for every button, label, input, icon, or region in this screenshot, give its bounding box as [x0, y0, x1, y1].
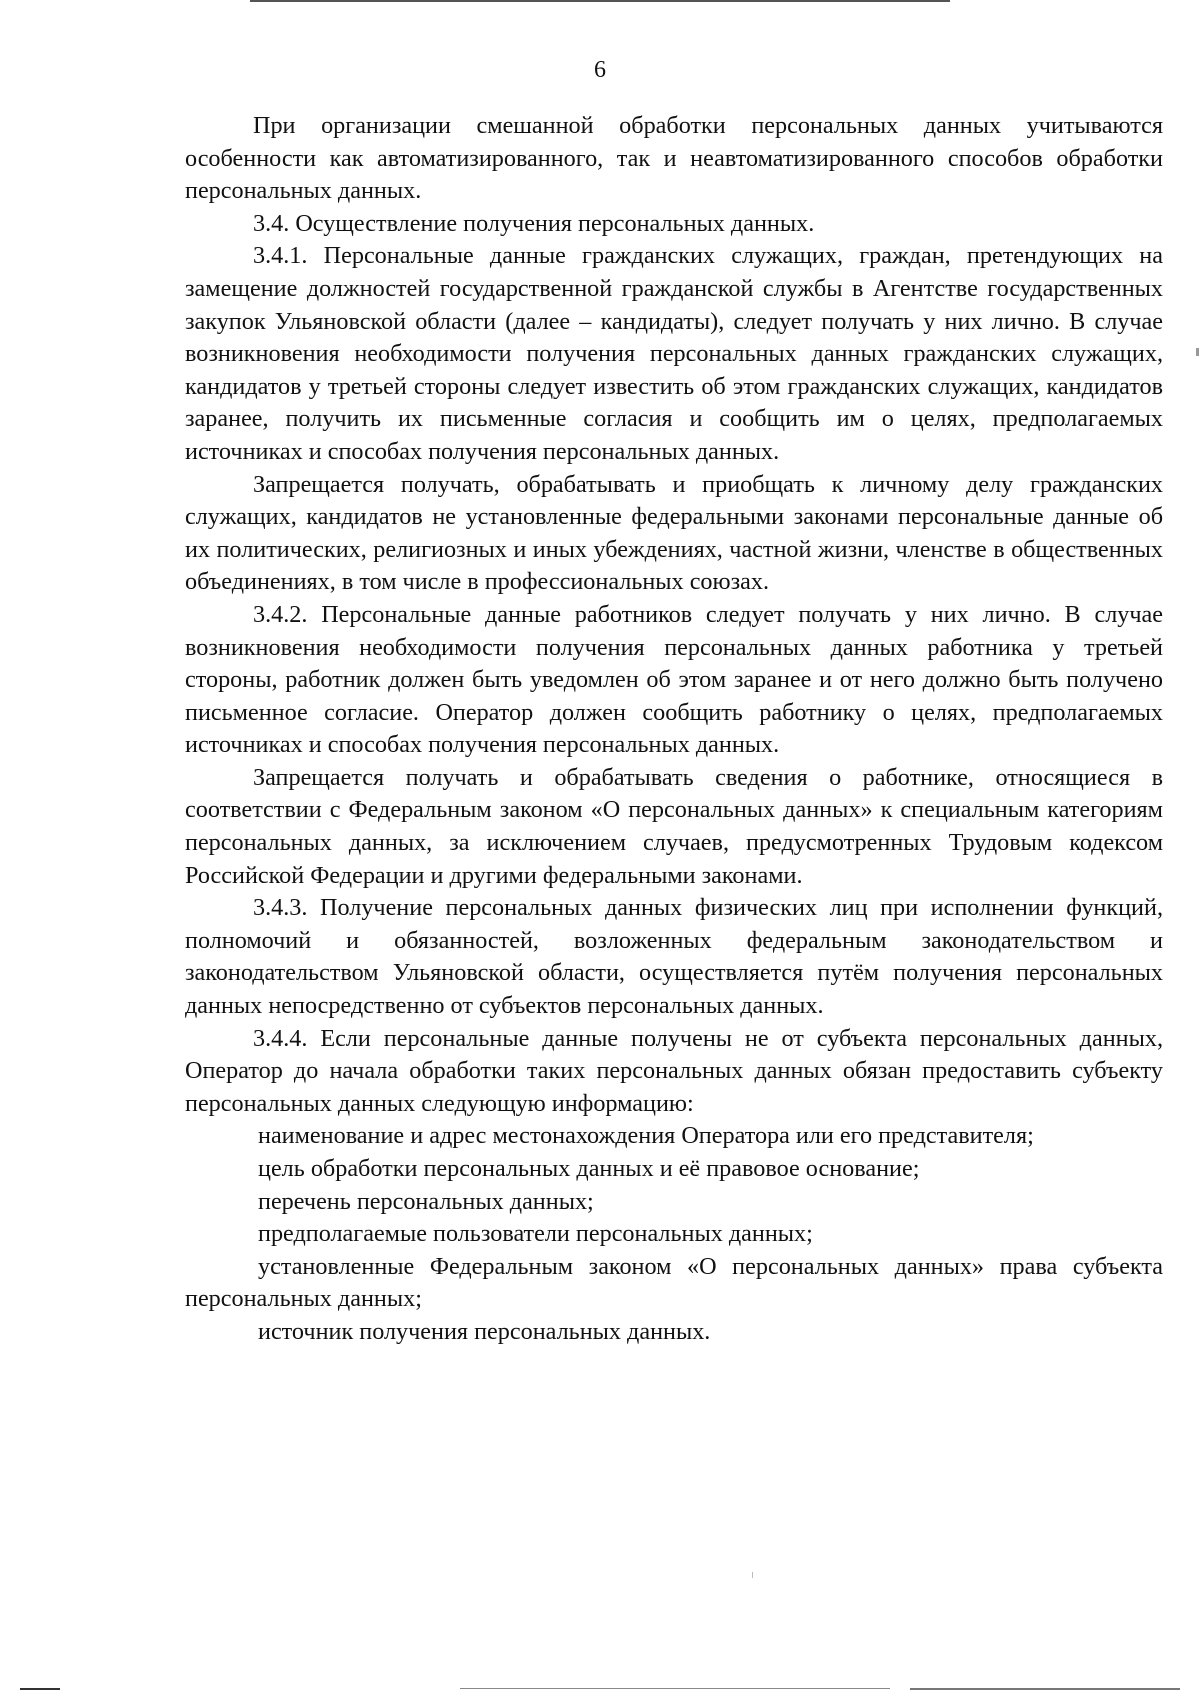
scan-edge-bottom	[910, 1688, 1180, 1690]
scan-artifact	[1196, 348, 1199, 356]
document-body	[185, 110, 1163, 1349]
paragraph-3-4-4: 3.4.4. Если персональные данные получены не от субъекта персональных данных, Оператор до начала обработки таких персональных данных обязан предоставить субъекту персональных данных следующую информацию:	[185, 1024, 1163, 1117]
scan-edge-top	[250, 0, 950, 2]
list-item-processing-purpose: цель обработки персональных данных и её правовое основание;	[258, 1155, 920, 1182]
paragraph-prohibition-workers: Запрещается получать и обрабатывать сведения о работнике, относящиеся в соответствии с Федеральным законом «О персональных данных» к специальным категориям персональных данных, за исключением случаев, предусмотренных Трудовым кодексом Российской Федерации и другими федеральными законами.	[185, 763, 1163, 889]
paragraph-3-4-3: 3.4.3. Получение персональных данных физических лиц при исполнении функций, полномочий и обязанностей, возложенных федеральным законодательством и законодательством Ульяновской области, осуществляется путём получения персональных данных непосредственно от субъектов персональных данных.	[185, 894, 1163, 1020]
list-item-subject-rights: установленные Федеральным законом «О персональных данных» права субъекта персональных данных;	[185, 1252, 1163, 1313]
paragraph-3-4-1: 3.4.1. Персональные данные гражданских служащих, граждан, претендующих на замещение должностей государственной гражданской службы в Агентстве государственных закупок Ульяновской области (далее – кандидаты), следует получать у них лично. В случае возникновения необходимости получения персональных данных гражданских служащих, кандидатов у третьей стороны следует известить об этом гражданских служащих, кандидатов заранее, получить их письменные согласия и сообщить им о целях, предполагаемых источниках и способах получения персональных данных.	[185, 242, 1163, 465]
list-item-data-source: источник получения персональных данных.	[258, 1317, 711, 1345]
scan-edge-bottom	[460, 1688, 890, 1689]
section-3-4-heading: 3.4. Осуществление получения персональных данных.	[253, 209, 815, 237]
list-item-data-users: предполагаемые пользователи персональных данных;	[258, 1220, 813, 1248]
list-item-data-list: перечень персональных данных;	[258, 1187, 594, 1215]
scan-edge-bottom	[20, 1688, 60, 1690]
paragraph-3-4-2: 3.4.2. Персональные данные работников следует получать у них лично. В случае возникновения необходимости получения персональных данных работника у третьей стороны, работник должен быть уведомлен об этом заранее и от него должно быть получено письменное согласие. Оператор должен сообщить работнику о целях, предполагаемых источниках и способах получения персональных данных.	[185, 600, 1163, 759]
paragraph-prohibition-civil-servants: Запрещается получать, обрабатывать и приобщать к личному делу гражданских служащих, кандидатов не установленные федеральными законами персональные данные об их политических, религиозных и иных убеждениях, частной жизни, членстве в общественных объединениях, в том числе в профессиональных союзах.	[185, 470, 1163, 596]
page-number: 6	[594, 57, 606, 83]
scan-artifact	[752, 1572, 753, 1578]
paragraph-mixed-processing: При организации смешанной обработки персональных данных учитываются особенности как автоматизированного, так и неавтоматизированного способов обработки персональных данных.	[185, 112, 1163, 205]
list-item-operator-name: наименование и адрес местонахождения Оператора или его представителя;	[258, 1122, 1034, 1150]
